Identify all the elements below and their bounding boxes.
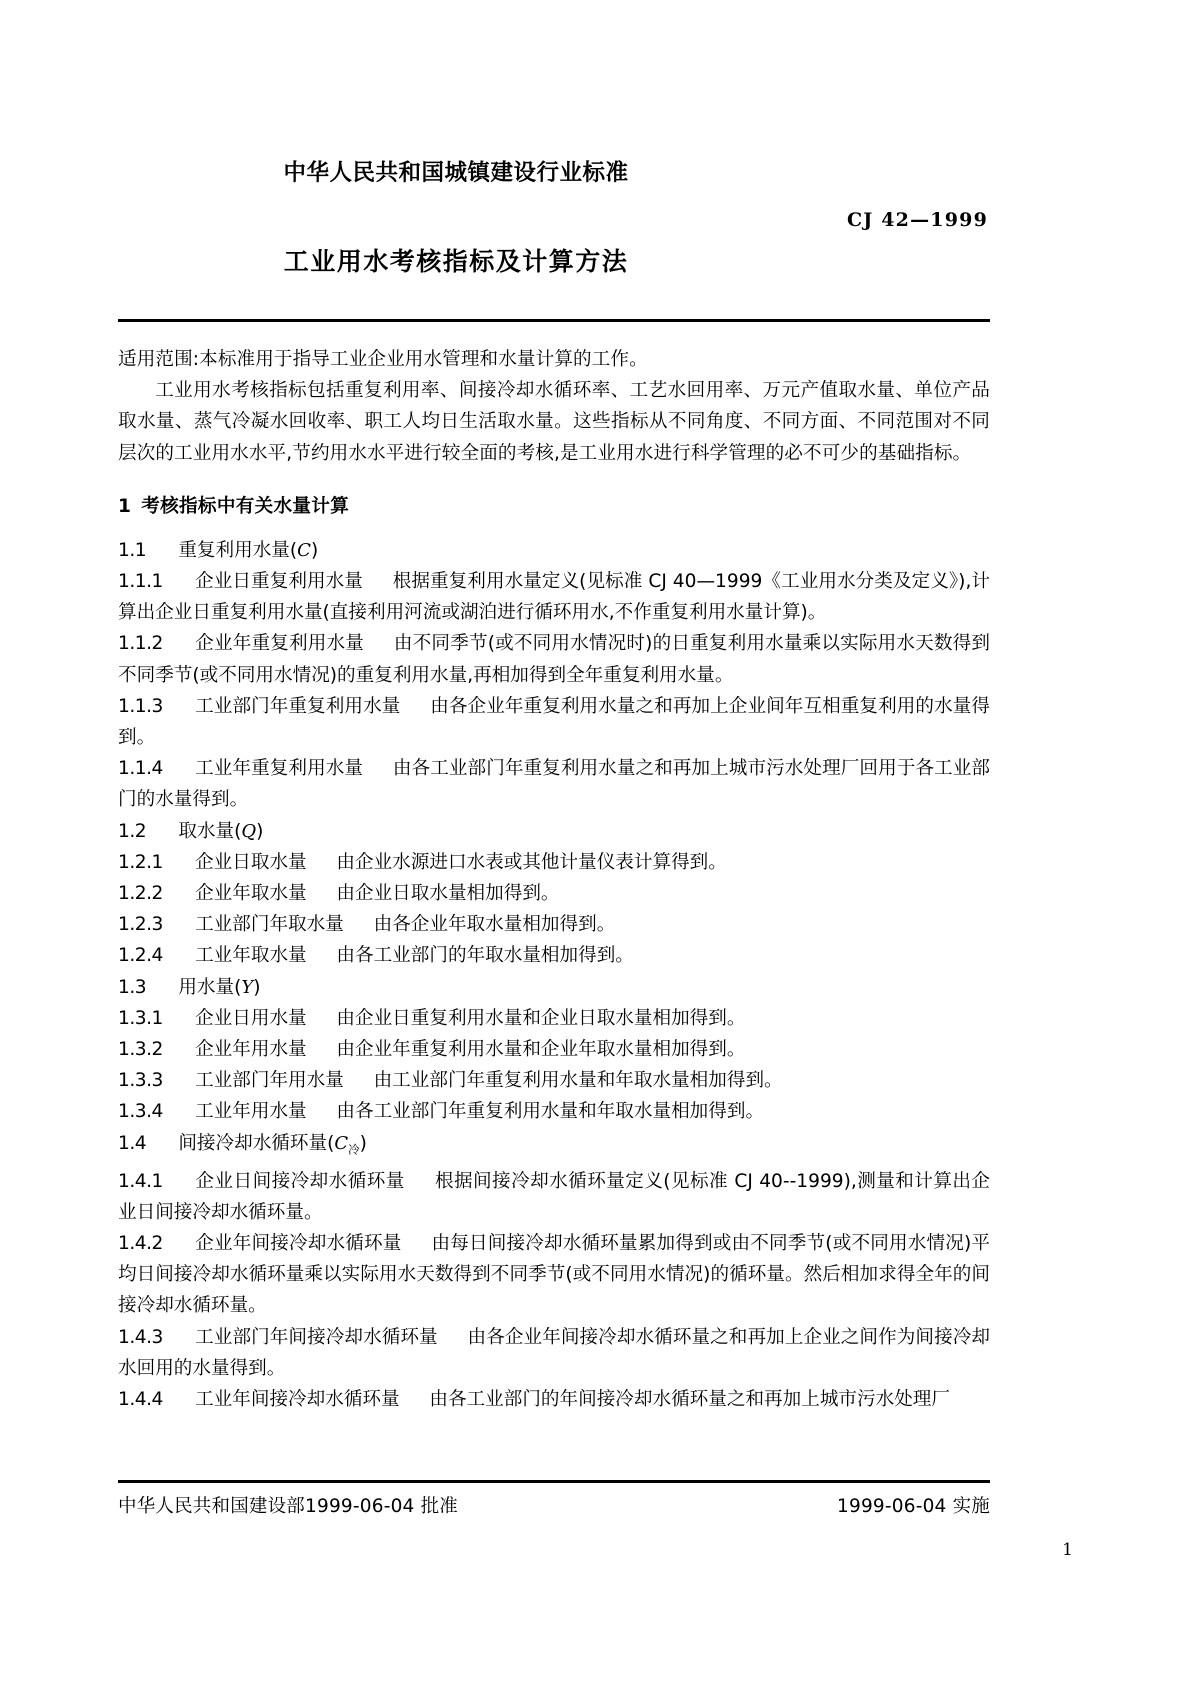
clause-heading-1-2: 1.2 取水量(Q) (118, 820, 264, 842)
clause-symbol: C (334, 1132, 349, 1154)
footer-implementation: 1999-06-04 实施 (837, 1496, 990, 1517)
clause-term: 工业年取水量 (195, 945, 307, 967)
clause-1-2-4 (118, 940, 990, 971)
clause-1-1-2 (118, 628, 990, 690)
clause-1-1-3 (118, 691, 990, 753)
clause-term: 工业部门年间接冷却水循环量 (195, 1326, 438, 1348)
clause-term: 工业部门年重复利用水量 (195, 695, 401, 717)
clause-text: 由企业日重复利用水量和企业日取水量相加得到。 (336, 1007, 746, 1029)
clause-term: 工业年重复利用水量 (195, 758, 364, 780)
clause-term: 企业日取水量 (195, 851, 307, 873)
clause-symbol-subscript: 冷 (348, 1142, 360, 1157)
clause-text: 由工业部门年重复利用水量和年取水量相加得到。 (373, 1070, 783, 1092)
clause-text: 由各企业年重复利用水量之和再加上企业间年互相重复利用的水量得到。 (118, 695, 990, 749)
clause-1-1-4 (118, 753, 990, 815)
clause-term: 工业年用水量 (195, 1101, 307, 1123)
clause-list (118, 535, 990, 1415)
clause-text: 由各工业部门的年取水量相加得到。 (336, 945, 634, 967)
clause-number: 1.4.1 (118, 1170, 163, 1192)
clause-1-4-1 (118, 1166, 990, 1228)
clause-term: 工业年间接冷却水循环量 (195, 1389, 400, 1411)
clause-symbol: C (297, 539, 311, 561)
footer-approval: 中华人民共和国建设部1999-06-04 批准 (118, 1496, 458, 1517)
clause-term: 工业部门年取水量 (195, 914, 344, 936)
clause-1-3-2 (118, 1034, 990, 1065)
clause-1-2-3 (118, 909, 990, 940)
clause-number: 1.2.2 (118, 883, 163, 905)
clause-number: 1.3.3 (118, 1070, 163, 1092)
scope-line: 适用范围:本标准用于指导工业企业用水管理和水量计算的工作。 (118, 349, 648, 370)
clause-text: 由各工业部门年重复利用水量和年取水量相加得到。 (336, 1101, 765, 1123)
section-1-heading (118, 491, 990, 522)
page-title: 工业用水考核指标及计算方法 (283, 247, 629, 276)
clause-number: 1.2.4 (118, 945, 163, 967)
clause-1-3-3 (118, 1065, 990, 1096)
clause-number: 1.4 (118, 1132, 147, 1154)
clause-1-3-1 (118, 1003, 990, 1034)
clause-number: 1.3.4 (118, 1101, 163, 1123)
clause-1-4-2 (118, 1228, 990, 1322)
clause-text: 根据重复利用水量定义(见标准 CJ 40—1999《工业用水分类及定义》),计算出企业日重复利用水量(直接利用河流或湖泊进行循环用水,不作重复利用水量计算)。 (118, 571, 990, 624)
clause-1-2-1 (118, 847, 990, 878)
clause-term: 企业日间接冷却水循环量 (195, 1170, 405, 1192)
clause-term: 企业日重复利用水量 (195, 571, 363, 593)
clause-term: 工业部门年用水量 (195, 1070, 344, 1092)
clause-symbol: Y (241, 976, 254, 998)
clause-1-2-2 (118, 878, 990, 909)
page-footer (118, 1492, 990, 1518)
standard-code-row (118, 209, 990, 231)
clause-text: 由企业日取水量相加得到。 (336, 883, 560, 905)
masthead (118, 0, 990, 322)
clause-term: 企业年用水量 (195, 1039, 307, 1061)
clause-heading-1-3: 1.3 用水量(Y) (118, 976, 261, 998)
clause-text: 由各工业部门年重复利用水量之和再加上城市污水处理厂回用于各工业部门的水量得到。 (118, 758, 990, 811)
clause-number: 1.1.2 (118, 633, 163, 655)
clause-text: 由企业年重复利用水量和企业年取水量相加得到。 (336, 1039, 746, 1061)
clause-symbol: Q (241, 820, 257, 842)
clause-term: 间接冷却水循环量 (178, 1132, 328, 1154)
clause-number: 1.4.2 (118, 1233, 163, 1254)
clause-text: 由每日间接冷却水循环量累加得到或由不同季节(或不同用水情况)平均日间接冷却水循环量乘以实际用水天数得到不同季节(或不同用水情况)的循环量。然后相加求得全年的间接冷却水循环量。 (118, 1233, 990, 1317)
clause-number: 1.3.2 (118, 1039, 163, 1061)
clause-1-4-4 (118, 1384, 990, 1415)
clause-heading-1-1: 1.1 重复利用水量(C) (118, 539, 319, 561)
clause-term: 用水量 (178, 976, 235, 998)
standard-authority: 中华人民共和国城镇建设行业标准 (283, 160, 629, 186)
section-1-number: 1 (118, 495, 132, 517)
clause-text: 由各企业年间接冷却水循环量之和再加上企业之间作为间接冷却水回用的水量得到。 (118, 1326, 990, 1379)
clause-text: 由各企业年取水量相加得到。 (373, 914, 616, 936)
clause-text: 由不同季节(或不同用水情况时)的日重复利用水量乘以实际用水天数得到不同季节(或不同用水情况)的重复利用水量,再相加得到全年重复利用水量。 (118, 633, 990, 686)
section-1-title: 考核指标中有关水量计算 (141, 495, 350, 517)
clause-number: 1.2.1 (118, 851, 163, 873)
intro-paragraph: 工业用水考核指标包括重复利用率、间接冷却水循环率、工艺水回用率、万元产值取水量、单位产品取水量、蒸气冷凝水回收率、职工人均日生活取水量。这些指标从不同角度、不同方面、不同范围对不同层次的工业用水水平,节约用水水平进行较全面的考核,是工业用水进行科学管理的必不可少的基础指标。 (118, 380, 990, 464)
clause-1-4-3 (118, 1322, 990, 1384)
clause-term: 企业年间接冷却水循环量 (195, 1233, 402, 1254)
clause-number: 1.1.3 (118, 695, 163, 717)
clause-text: 由企业水源进口水表或其他计量仪表计算得到。 (336, 851, 727, 873)
clause-number: 1.2.3 (118, 914, 163, 936)
clause-1-3-4 (118, 1096, 990, 1127)
header-divider (118, 319, 990, 322)
clause-term: 取水量 (178, 820, 235, 842)
page-content (118, 0, 990, 1415)
clause-1-1-1 (118, 566, 990, 628)
intro-block (118, 344, 990, 469)
clause-number: 1.2 (118, 820, 147, 842)
clause-number: 1.1 (118, 539, 147, 561)
clause-term: 企业年取水量 (195, 883, 307, 905)
clause-term: 企业日用水量 (195, 1007, 307, 1029)
clause-text: 由各工业部门的年间接冷却水循环量之和再加上城市污水处理厂 (429, 1389, 950, 1411)
clause-number: 1.4.4 (118, 1389, 163, 1411)
clause-text: 根据间接冷却水循环量定义(见标准 CJ 40--1999),测量和计算出企业日间接冷却水循环量。 (118, 1170, 990, 1223)
clause-number: 1.3 (118, 976, 147, 998)
clause-number: 1.4.3 (118, 1326, 163, 1348)
clause-number: 1.1.1 (118, 571, 163, 593)
clause-term: 企业年重复利用水量 (195, 633, 365, 655)
standard-code: CJ 42—1999 (846, 209, 988, 231)
clause-number: 1.3.1 (118, 1007, 163, 1029)
clause-term: 重复利用水量 (178, 539, 290, 561)
page-number: 1 (1062, 1540, 1073, 1560)
clause-heading-1-4: 1.4 间接冷却水循环量$(C_冷)$ (118, 1132, 367, 1157)
clause-number: 1.1.4 (118, 758, 163, 780)
footer-divider (118, 1480, 990, 1483)
